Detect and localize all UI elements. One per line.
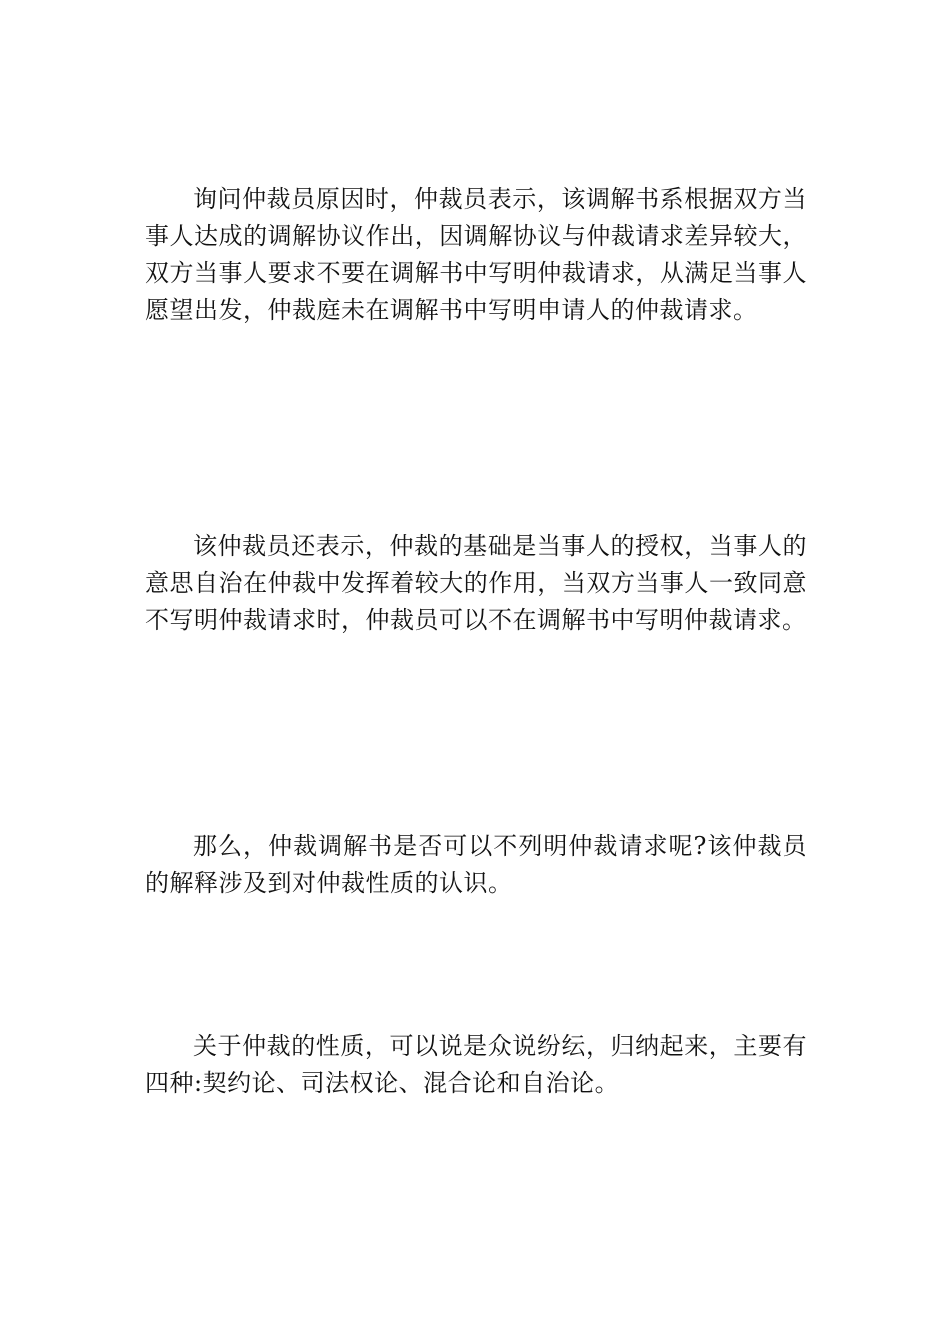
paragraph-arbitrator-reason: 询问仲裁员原因时，仲裁员表示，该调解书系根据双方当事人达成的调解协议作出，因调解协议与仲裁请求差异较大，双方当事人要求不要在调解书中写明仲裁请求，从满足当事人愿望出发，仲裁庭未在调解书中写明申请人的仲裁请求。: [145, 185, 807, 324]
paragraph-arbitration-nature: 关于仲裁的性质，可以说是众说纷纭，归纳起来，主要有四种:契约论、司法权论、混合论和自治论。: [145, 1032, 807, 1097]
paragraph-party-autonomy: 该仲裁员还表示，仲裁的基础是当事人的授权，当事人的意思自治在仲裁中发挥着较大的作用，当双方当事人一致同意不写明仲裁请求时，仲裁员可以不在调解书中写明仲裁请求。: [145, 532, 807, 634]
paragraph-question: 那么，仲裁调解书是否可以不列明仲裁请求呢?该仲裁员的解释涉及到对仲裁性质的认识。: [145, 832, 807, 897]
